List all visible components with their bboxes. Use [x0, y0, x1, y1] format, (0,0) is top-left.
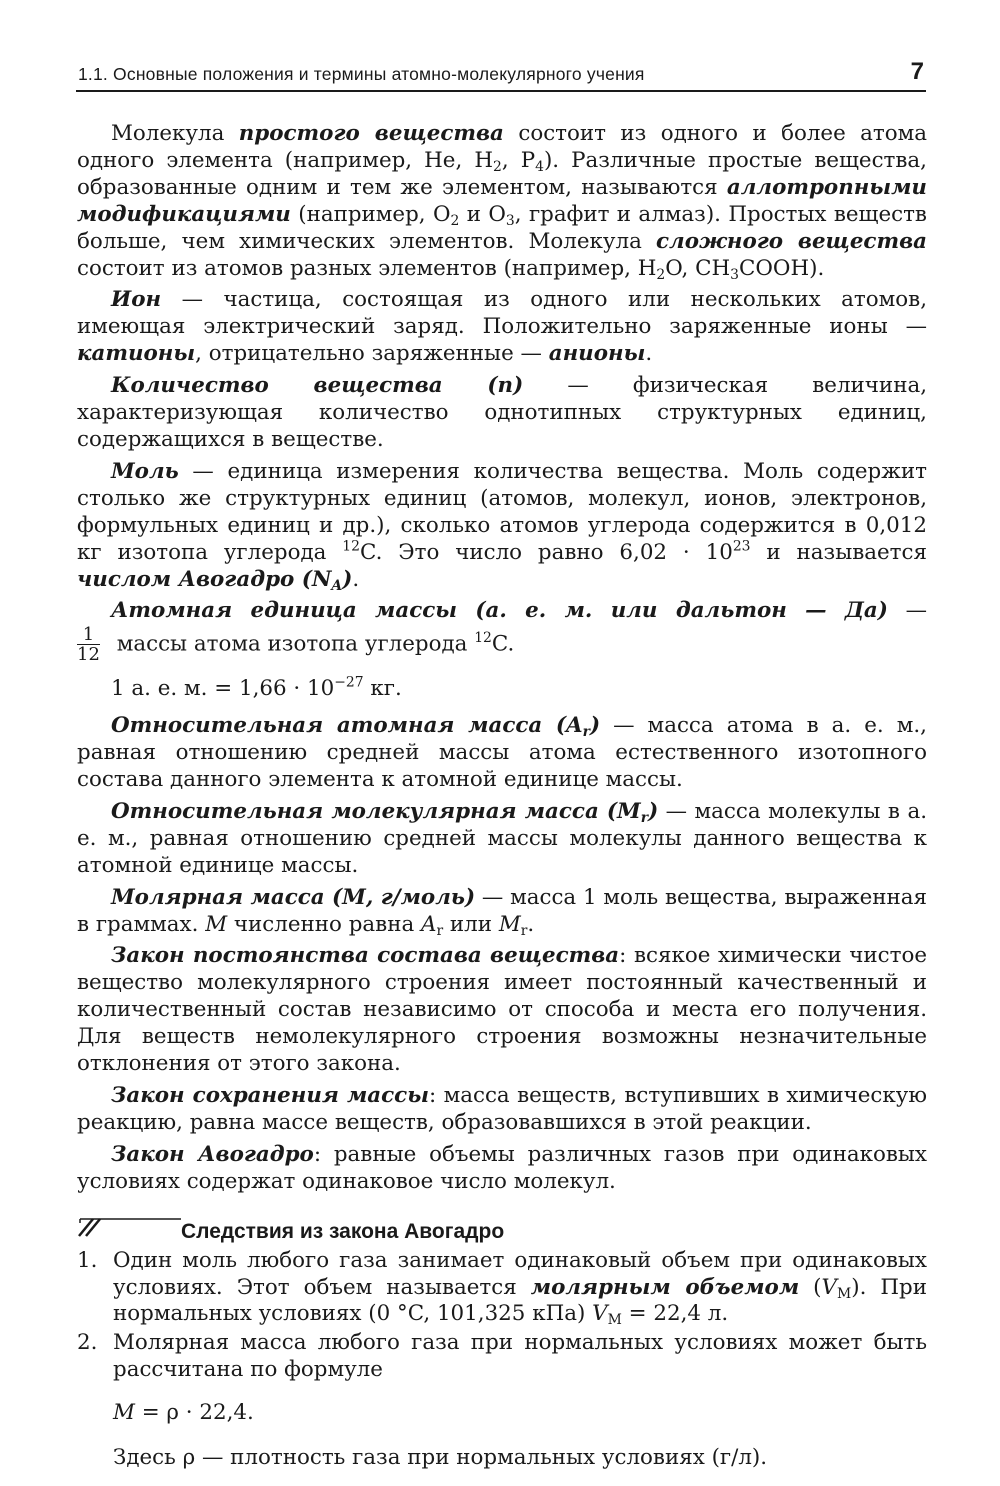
page-content	[77, 121, 927, 1477]
section-heading	[77, 1214, 927, 1248]
paragraph-molar-mass: Молярная масса (M, г/моль) — масса 1 моль вещества, выраженная в граммах. M численно равна $A_r$ или $M_r$.	[77, 884, 928, 939]
term-cations: катионы	[77, 341, 196, 367]
formula-molar-mass-gas: M = ρ · 22,4.	[113, 1400, 254, 1426]
paragraph-law-conservation-mass: Закон сохранения массы: масса веществ, вступивших в химическую реакцию, равна массе веществ, образовавшихся в этой реакции.	[77, 1083, 927, 1135]
list-item: 2. Молярная масса любого газа при нормальных условиях может быть рассчитана по формуле	[77, 1330, 927, 1383]
term-complex-substance: сложного вещества	[656, 228, 927, 254]
fraction-one-twelfth: $\frac{1}{12}$	[77, 624, 100, 666]
paragraph-density-note: Здесь ρ — плотность газа при нормальных условиях (г/л).	[113, 1445, 768, 1471]
term-law-conservation-mass: Закон сохранения массы	[111, 1083, 429, 1108]
section-marker-icon	[77, 1214, 181, 1244]
running-title: 1.1. Основные положения и термины атомно-молекулярного учения	[78, 64, 645, 84]
term-avogadro-number: числом Авогадро $(N_A)$	[77, 566, 353, 594]
term-ion: Ион	[111, 287, 162, 313]
term-molar-volume: молярным объемом	[530, 1274, 800, 1300]
page-header	[76, 58, 926, 92]
paragraph-amount-of-substance: Количество вещества (n) — физическая величина, характеризующая количество однотипных структурных единиц, содержащихся в веществе.	[77, 373, 928, 452]
term-atomic-mass-unit: Атомная единица массы (а. е. м. или дальтон — Да)	[111, 598, 888, 624]
list-item: 1. Один моль любого газа занимает одинаковый объем при одинаковых условиях. Этот объем называется молярным объемом $(V_M)$. При нормальных условиях (0 °C, 101,325 кПа) $V_M = 22,4$ л.	[77, 1247, 927, 1329]
term-relative-atomic-mass: Относительная атомная масса $(A_r)$	[111, 713, 601, 741]
paragraph-avogadro-law: Закон Авогадро: равные объемы различных газов при одинаковых условиях содержат одинаковое число молекул.	[77, 1141, 927, 1194]
term-molar-mass: Молярная масса (M, г/моль)	[111, 884, 476, 910]
term-mole: Моль	[111, 458, 179, 484]
paragraph-amu-definition: $\frac{1}{12}$ массы атома изотопа углерода $^{12}$C.	[77, 624, 515, 666]
term-avogadro-law: Закон Авогадро	[111, 1141, 314, 1167]
paragraph-law-constant-composition: Закон постоянства состава вещества: всякое химически чистое вещество молекулярного строения имеет постоянный качественный и количественный состав независимо от способа и места его получения. Для веществ немолекулярного строения возможны незначительные отклонения от этого закона.	[77, 943, 927, 1077]
term-law-constant-composition: Закон постоянства состава вещества	[111, 943, 620, 969]
paragraph-relative-molecular-mass: Относительная молекулярная масса $(M_r)$ — масса молекулы в а. е. м., равная отношению средней массы молекулы данного вещества к атомной единице массы.	[77, 798, 927, 878]
paragraph-amu: Атомная единица массы (а. е. м. или дальтон — Да) —	[111, 598, 927, 624]
term-anions: анионы	[548, 341, 646, 367]
term-amount-of-substance: Количество вещества (n)	[111, 373, 524, 399]
section-title: Следствия из закона Авогадро	[181, 1219, 505, 1243]
term-simple-substance: простого вещества	[238, 121, 504, 146]
formula-amu-value: 1 а. е. м. = $1,66 \cdot 10^{-27}$ кг.	[111, 674, 402, 702]
paragraph-relative-atomic-mass: Относительная атомная масса $(A_r)$ — масса атома в а. е. м., равная отношению средней массы атома естественного изотопного состава данного элемента к атомной единице массы.	[77, 713, 927, 793]
paragraph-mole: Моль — единица измерения количества вещества. Моль содержит столько же структурных единиц (атомов, молекул, ионов, электронов, формульных единиц и др.), сколько атомов углерода содержится в 0,012 кг изотопа углерода $^{12}$C. Это число равно $6,02 \cdot 10^{23}$ и называется числом Авогадро $(N_A)$.	[77, 458, 927, 594]
term-allotropic-modifications: аллотропными модификациями	[77, 174, 927, 227]
paragraph-molecule: Молекула простого вещества состоит из одного и более атома одного элемента (например, He, $H_2$, $P_4$). Различные простые вещества, образованные одним и тем же элементом, называются аллотропными модификациями (например, $O_2$ и $O_3$, графит и алмаз). Простых веществ больше, чем химических элементов. Молекула сложного вещества состоит из атомов разных элементов (например, $H_2O$, $CH_3COOH$).	[77, 121, 928, 283]
consequences-list	[77, 1248, 927, 1385]
term-relative-molecular-mass: Относительная молекулярная масса $(M_r)$	[111, 798, 659, 827]
paragraph-ion: Ион — частица, состоящая из одного или нескольких атомов, имеющая электрический заряд. Положительно заряженные ионы — катионы, отрицательно заряженные — анионы.	[77, 287, 927, 367]
page-number: 7	[910, 58, 924, 85]
